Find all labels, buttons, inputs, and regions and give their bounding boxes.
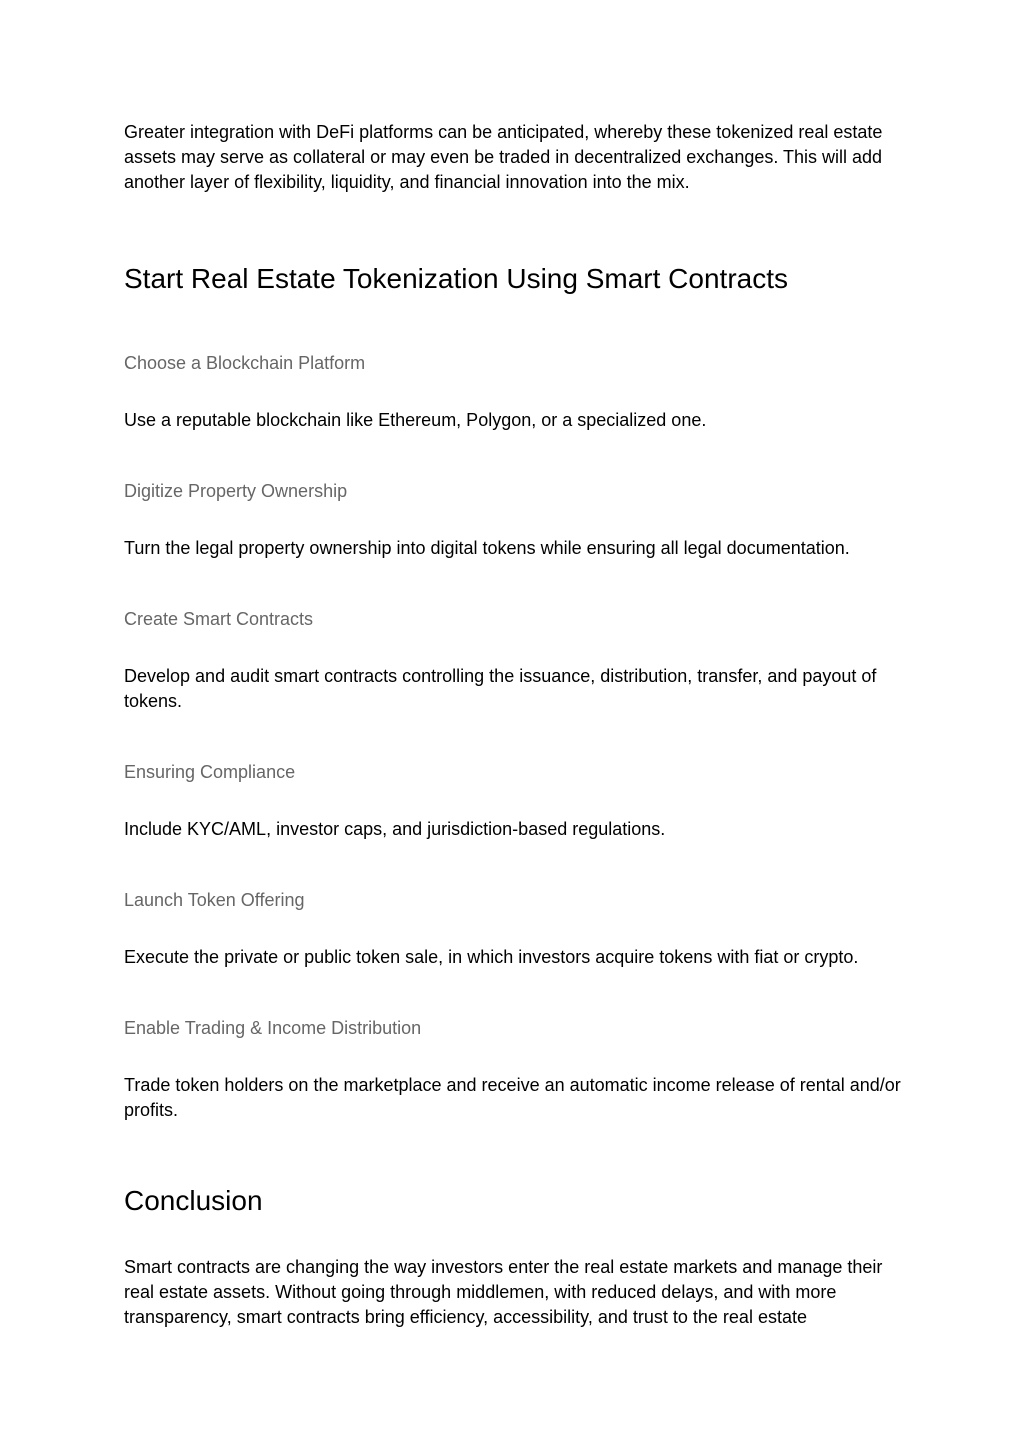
step-text-create-contracts: Develop and audit smart contracts controlling the issuance, distribution, transfer, and payout of tokens. — [124, 666, 877, 711]
step-title-enable-trading: Enable Trading & Income Distribution — [124, 1018, 422, 1038]
step-text-ensuring-compliance: Include KYC/AML, investor caps, and jurisdiction-based regulations. — [124, 819, 666, 839]
step-title-digitize-ownership: Digitize Property Ownership — [124, 481, 348, 501]
step-title-choose-blockchain: Choose a Blockchain Platform — [124, 353, 366, 373]
document-page — [124, 120, 914, 1330]
section-heading-conclusion: Conclusion — [124, 1185, 263, 1216]
step-text-choose-blockchain: Use a reputable blockchain like Ethereum, Polygon, or a specialized one. — [124, 410, 707, 430]
step-title-ensuring-compliance: Ensuring Compliance — [124, 762, 296, 782]
intro-paragraph: Greater integration with DeFi platforms can be anticipated, whereby these tokenized real estate assets may serve as collateral or may even be traded in decentralized exchanges. This will add another layer of flexibility, liquidity, and financial innovation into the mix. — [124, 122, 883, 192]
section-heading-start-tokenization: Start Real Estate Tokenization Using Smart Contracts — [124, 263, 789, 294]
step-text-digitize-ownership: Turn the legal property ownership into digital tokens while ensuring all legal documentation. — [124, 538, 850, 558]
step-title-create-contracts: Create Smart Contracts — [124, 609, 314, 629]
step-text-launch-offering: Execute the private or public token sale, in which investors acquire tokens with fiat or crypto. — [124, 947, 859, 967]
step-title-launch-offering: Launch Token Offering — [124, 890, 305, 910]
conclusion-paragraph: Smart contracts are changing the way investors enter the real estate markets and manage their real estate assets. Without going through middlemen, with reduced delays, and with more transparency, smart contracts bring efficiency, accessibility, and trust to the real estate — [124, 1257, 883, 1327]
step-text-enable-trading: Trade token holders on the marketplace and receive an automatic income release of rental and/or profits. — [124, 1075, 901, 1120]
